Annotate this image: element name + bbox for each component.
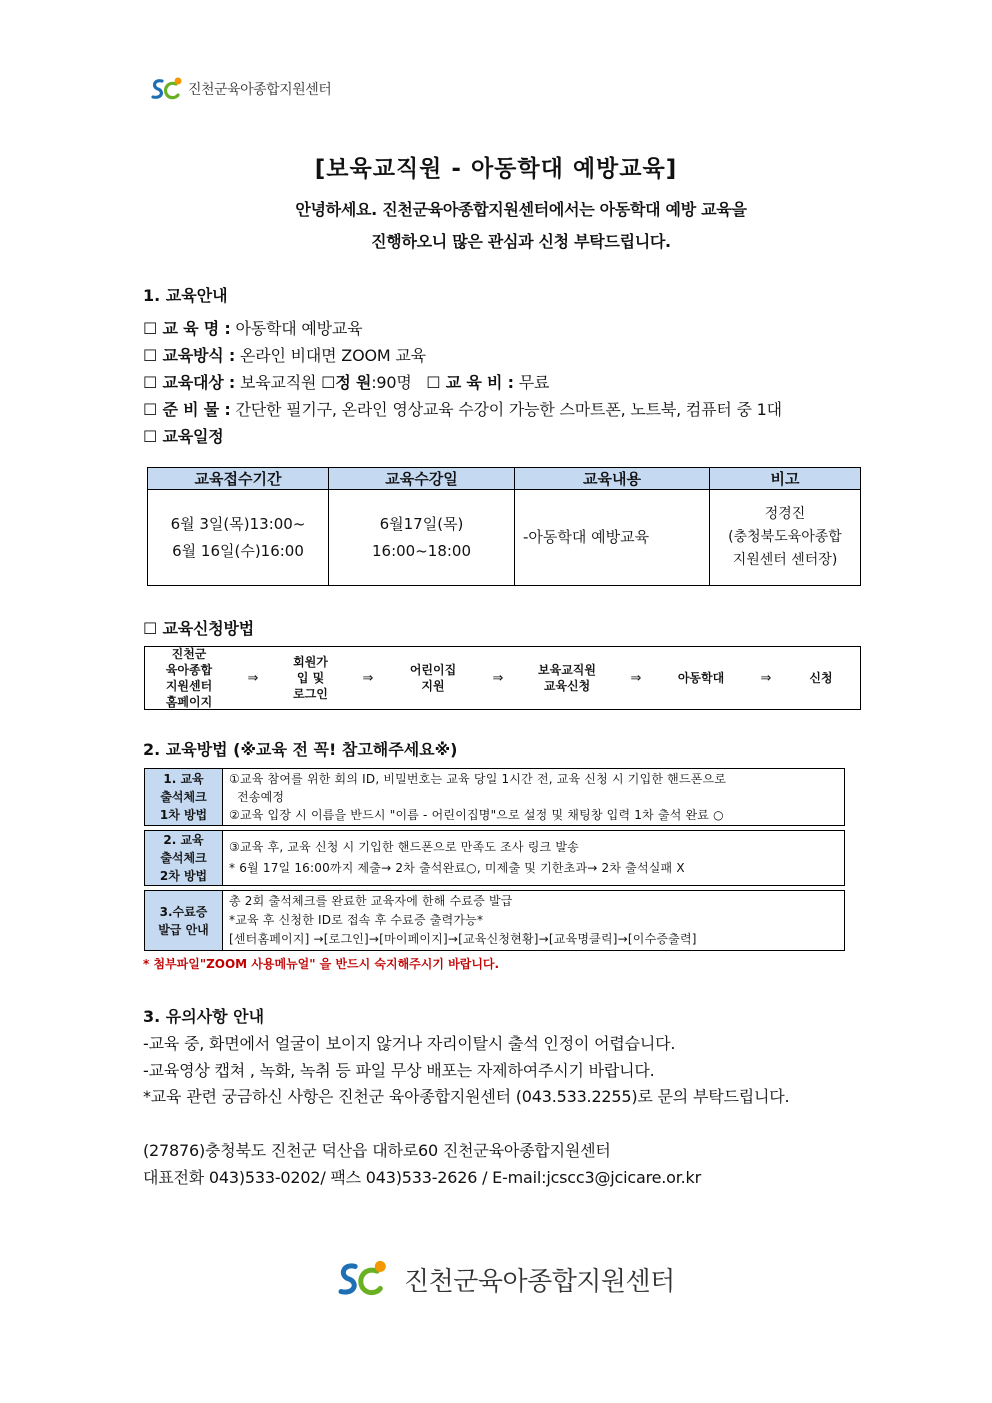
info-method [143, 343, 426, 366]
schedule-header-date: 교육수강일 [329, 468, 515, 490]
schedule-table [147, 467, 861, 586]
footer-logo-text: 진천군육아종합지원센터 [404, 1266, 675, 1297]
method-3-line-3: [센터홈페이지] →[로그인]→[마이페이지]→[교육신청현황]→[교육명클릭]→[이수증출력] [229, 932, 697, 946]
apply-step-staff-edu: 보육교직원 교육신청 [538, 663, 596, 693]
note-org-1: (충청북도육아종합 [728, 529, 842, 545]
schedule-content: -아동학대 예방교육 [515, 490, 710, 586]
apply-step-homepage: 진천군 육아종합 지원센터 홈페이지 [165, 647, 213, 709]
period-start: 6월 3일(목)13:00~ [170, 514, 306, 533]
method-1-line-3: ②교육 입장 시 이름을 반드시 "이름 - 어린이집명"으로 설정 및 채팅창 입력 1차 출석 완료 ○ [229, 808, 724, 822]
info-schedule-label: ☐ 교육일정 [143, 427, 224, 446]
info-target [143, 370, 549, 393]
method-2-line-1: ③교육 후, 교육 신청 시 기입한 핸드폰으로 만족도 조사 링크 발송 [229, 840, 579, 854]
period-end: 6월 16일(수)16:00 [172, 541, 304, 560]
footer-logo [328, 1257, 675, 1301]
logo-text: 진천군육아종합지원센터 [188, 82, 332, 98]
arrow-icon: ⇒ [362, 670, 374, 686]
intro-line-1: 안녕하세요. 진천군육아종합지원센터에서는 아동학대 예방 교육을 [295, 200, 747, 219]
apply-step-submit: 신청 [809, 671, 833, 685]
caution-line-2: -교육영상 캡쳐 , 녹화, 녹취 등 파일 무상 배포는 자제하여주시기 바랍니다. [143, 1061, 655, 1080]
section2-heading: 2. 교육방법 (※교육 전 꼭! 참고해주세요※) [143, 740, 458, 759]
info-method-value: 온라인 비대면 ZOOM 교육 [235, 346, 426, 365]
apply-flow [144, 646, 861, 710]
info-name-label: ☐ 교 육 명 : [143, 319, 231, 338]
method-2-line-2: * 6월 17일 16:00까지 제출→ 2차 출석완료○, 미제출 및 기한초과→ 2차 출석실패 X [229, 861, 685, 875]
method-1-line-1: ①교육 참여를 위한 회의 ID, 비밀번호는 교육 당일 1시간 전, 교육 신청 시 기입한 핸드폰으로 [229, 772, 727, 786]
class-time: 16:00~18:00 [371, 541, 472, 560]
method-box-1-label: 1. 교육 출석체크 1차 방법 [145, 769, 223, 825]
method-1-line-2: 전송예정 [229, 790, 285, 804]
method-3-line-1: 총 2회 출석체크를 완료한 교육자에 한해 수료증 발급 [229, 894, 513, 908]
caution-line-1: -교육 중, 화면에서 얼굴이 보이지 않거나 자리이탈시 출석 인정이 어렵습니다. [143, 1034, 676, 1053]
schedule-header-note: 비고 [710, 468, 861, 490]
method-box-3 [144, 890, 845, 951]
method-3-line-2: *교육 후 신청한 ID로 접속 후 수료증 출력가능* [229, 913, 484, 927]
center-logo-icon [150, 75, 184, 103]
apply-step-daycare: 어린이집 지원 [409, 663, 457, 693]
note-org-2: 지원센터 센터장) [732, 552, 838, 568]
apply-heading-text: ☐ 교육신청방법 [143, 619, 255, 638]
method-box-3-label: 3.수료증 발급 안내 [145, 891, 223, 950]
schedule-period [148, 490, 329, 586]
footer-address: (27876)충청북도 진천군 덕산읍 대하로60 진천군육아종합지원센터 [143, 1141, 611, 1160]
arrow-icon: ⇒ [760, 670, 772, 686]
info-name [143, 316, 362, 339]
method-box-2 [144, 830, 845, 886]
method-box-1-content [223, 769, 844, 825]
page-title: [보육교직원 - 아동학대 예방교육] [314, 156, 678, 182]
method-box-2-content [223, 831, 844, 885]
apply-heading [143, 616, 254, 639]
schedule-note [710, 490, 861, 586]
center-logo-icon [328, 1257, 398, 1301]
info-method-label: ☐ 교육방식 : [143, 346, 236, 365]
method-box-1 [144, 768, 845, 826]
schedule-header-period: 교육접수기간 [148, 468, 329, 490]
section3-heading: 3. 유의사항 안내 [143, 1007, 265, 1026]
intro-line-2: 진행하오니 많은 관심과 신청 부탁드립니다. [371, 232, 671, 251]
apply-step-login: 회원가 입 및 로그인 [293, 655, 328, 701]
info-fee-label: ☐ 교 육 비 : [426, 373, 514, 392]
footer-contact: 대표전화 043)533-0202/ 팩스 043)533-2626 / E-mail:jcscc3@jcicare.or.kr [143, 1168, 701, 1187]
method-box-3-content [223, 891, 844, 950]
info-target-value: 보육교직원 [235, 373, 322, 392]
class-date: 6월17일(목) [379, 514, 464, 533]
schedule-row [148, 490, 861, 586]
info-schedule [143, 424, 224, 447]
method-box-2-label: 2. 교육 출석체크 2차 방법 [145, 831, 223, 885]
note-instructor: 정경진 [764, 506, 806, 522]
info-prep [143, 397, 782, 420]
apply-step-abuse: 아동학대 [677, 671, 725, 685]
schedule-header-row [148, 468, 861, 490]
header-logo [150, 74, 331, 104]
caution-line-3: *교육 관련 궁금하신 사항은 진천군 육아종합지원센터 (043.533.2255)로 문의 부탁드립니다. [143, 1087, 790, 1106]
schedule-header-content: 교육내용 [515, 468, 710, 490]
schedule-date [329, 490, 515, 586]
info-name-value: 아동학대 예방교육 [230, 319, 363, 338]
info-capacity-value: :90명 [371, 373, 412, 392]
info-capacity-label: ☐정 원 [321, 373, 372, 392]
section1-heading: 1. 교육안내 [143, 286, 228, 305]
info-prep-label: ☐ 준 비 물 : [143, 400, 231, 419]
info-fee-value: 무료 [513, 373, 550, 392]
arrow-icon: ⇒ [247, 670, 259, 686]
info-prep-value: 간단한 필기구, 온라인 영상교육 수강이 가능한 스마트폰, 노트북, 컴퓨터 중 1대 [230, 400, 782, 419]
arrow-icon: ⇒ [492, 670, 504, 686]
info-target-label: ☐ 교육대상 : [143, 373, 236, 392]
zoom-manual-notice: * 첨부파일"ZOOM 사용메뉴얼" 을 반드시 숙지해주시기 바랍니다. [143, 957, 500, 971]
arrow-icon: ⇒ [630, 670, 642, 686]
